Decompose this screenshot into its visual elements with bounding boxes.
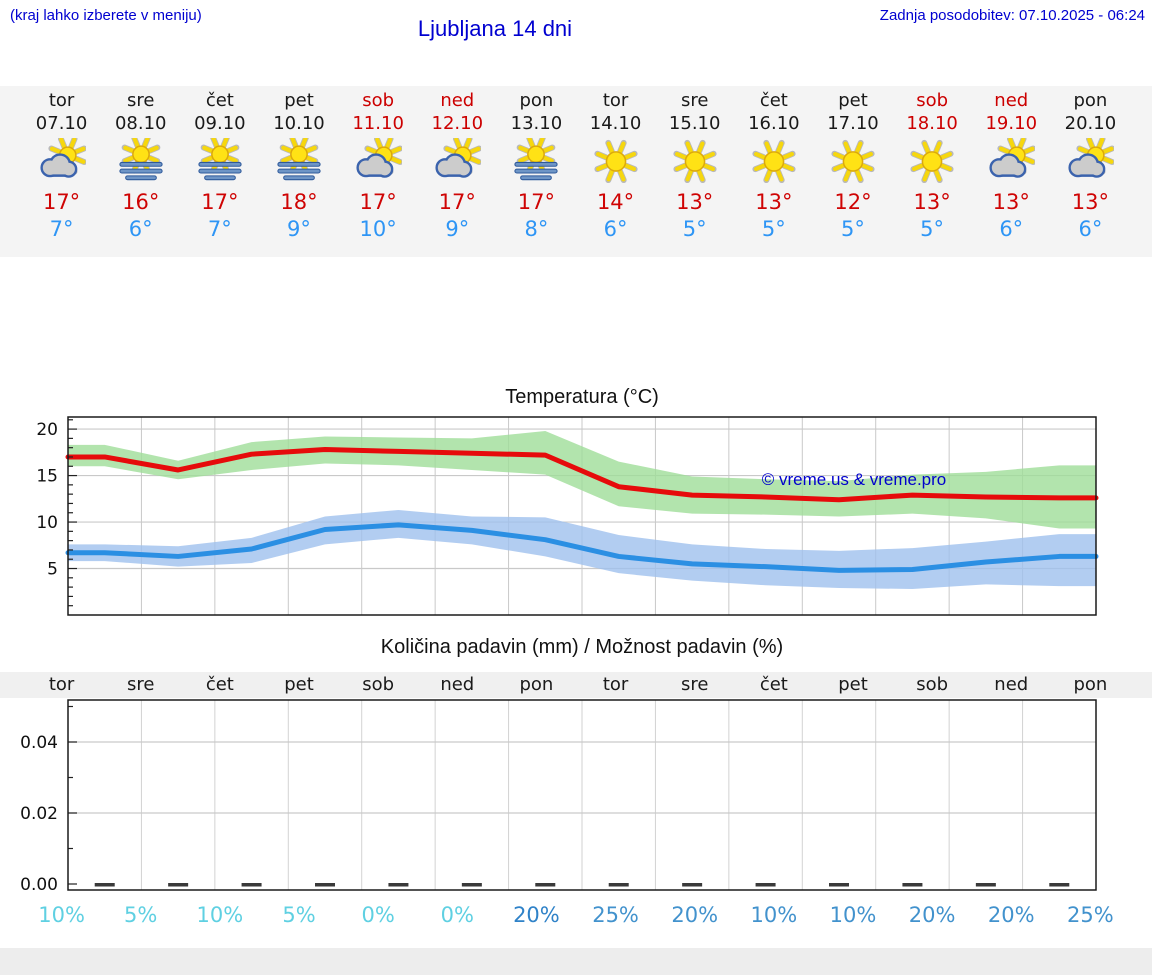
- precip-probability-row: [0, 900, 1152, 932]
- day-name: čet: [759, 90, 788, 111]
- precip-day-label: sre: [680, 674, 709, 695]
- sunny-icon: [829, 138, 877, 184]
- day-name: sob: [916, 90, 949, 111]
- day-date: 13.10: [510, 113, 563, 134]
- precip-probability: 20%: [513, 903, 560, 927]
- low-temperature: 6°: [999, 217, 1024, 241]
- temp-ytick: 10: [36, 513, 58, 534]
- day-date: 10.10: [273, 113, 325, 134]
- low-temperature: 10°: [359, 217, 397, 241]
- fog-icon: [275, 138, 323, 184]
- day-name: tor: [602, 90, 629, 111]
- partly-cloudy-icon: [1066, 138, 1114, 184]
- precipitation-bar: [168, 883, 188, 887]
- precip-probability: 0%: [440, 903, 474, 927]
- day-date: 12.10: [431, 113, 484, 134]
- low-temperature: 6°: [1078, 217, 1103, 241]
- high-temperature: 13°: [913, 190, 951, 214]
- day-column: [813, 86, 892, 257]
- precip-ytick: 0.00: [20, 875, 58, 895]
- fog-icon: [117, 138, 165, 184]
- fog-icon: [512, 138, 560, 184]
- day-date: 16.10: [748, 113, 800, 134]
- precip-day-labels: [0, 672, 1152, 698]
- precipitation-chart-title: Količina padavin (mm) / Možnost padavin (%): [380, 636, 784, 658]
- day-name: pon: [519, 90, 554, 111]
- day-column: [22, 86, 101, 257]
- footer-band: [0, 948, 1152, 975]
- precip-day-label: tor: [602, 674, 629, 695]
- high-temperature: 18°: [280, 190, 318, 214]
- day-column: [497, 86, 576, 257]
- sunny-icon: [671, 138, 719, 184]
- precip-day-label: tor: [48, 674, 75, 695]
- high-temperature: 13°: [755, 190, 793, 214]
- fog-icon: [196, 138, 244, 184]
- precip-probability: 10%: [196, 903, 244, 927]
- temp-ytick: 5: [47, 559, 58, 580]
- precip-day-label: pet: [838, 674, 868, 695]
- precip-probability: 0%: [361, 903, 395, 927]
- day-column: [101, 86, 180, 257]
- high-temperature: 13°: [676, 190, 714, 214]
- precip-probability: 10%: [38, 903, 85, 927]
- temp-ytick: 15: [36, 466, 58, 487]
- day-name: sob: [362, 90, 395, 111]
- sunny-icon: [592, 138, 640, 184]
- day-name: pet: [284, 90, 314, 111]
- day-column: [1051, 86, 1130, 257]
- precipitation-bar: [902, 883, 922, 887]
- precip-probability: 20%: [908, 903, 956, 927]
- low-temperature: 8°: [524, 217, 549, 241]
- day-name: pon: [1073, 90, 1108, 111]
- precip-probability: 10%: [750, 903, 798, 927]
- precipitation-bar: [976, 883, 996, 887]
- day-name: sre: [680, 90, 709, 111]
- precipitation-bar: [242, 883, 262, 887]
- precipitation-bar: [609, 883, 629, 887]
- precip-day-label: pet: [284, 674, 314, 695]
- day-column: [180, 86, 259, 257]
- day-name: tor: [48, 90, 75, 111]
- day-name: čet: [205, 90, 234, 111]
- day-column: [418, 86, 497, 257]
- location-hint: (kraj lahko izberete v meniju): [10, 7, 202, 24]
- day-column: [576, 86, 655, 257]
- low-temperature: 5°: [682, 217, 707, 241]
- precip-probability: 10%: [829, 903, 877, 927]
- day-date: 15.10: [668, 113, 721, 134]
- day-date: 14.10: [589, 113, 642, 134]
- page-title: Ljubljana 14 dni: [417, 16, 573, 41]
- day-name: ned: [440, 90, 475, 111]
- day-name: pet: [838, 90, 868, 111]
- temp-ytick: 20: [36, 420, 58, 441]
- day-date: 18.10: [906, 113, 958, 134]
- temperature-chart-title: Temperatura (°C): [505, 386, 659, 408]
- day-column: [339, 86, 418, 257]
- day-date: 17.10: [827, 113, 879, 134]
- partly-cloudy-icon: [354, 138, 402, 184]
- low-temperature: 9°: [287, 217, 311, 241]
- day-date: 07.10: [35, 113, 88, 134]
- low-temperature: 5°: [841, 217, 865, 241]
- day-name: ned: [994, 90, 1029, 111]
- sunny-icon: [908, 138, 956, 184]
- low-temperature: 7°: [49, 217, 74, 241]
- high-temperature: 17°: [517, 190, 556, 214]
- day-column: [734, 86, 813, 257]
- low-temperature: 9°: [445, 217, 470, 241]
- precip-probability: 5%: [124, 903, 158, 927]
- day-date: 19.10: [985, 113, 1038, 134]
- precipitation-bar: [682, 883, 702, 887]
- day-column: [655, 86, 734, 257]
- precipitation-bar: [462, 883, 482, 887]
- high-temperature: 14°: [596, 190, 635, 214]
- partly-cloudy-icon: [38, 138, 86, 184]
- precip-ytick: 0.04: [20, 733, 58, 753]
- day-column: [972, 86, 1051, 257]
- day-strip: [0, 86, 1152, 257]
- precip-probability: 5%: [282, 903, 316, 927]
- precip-day-label: čet: [205, 674, 234, 695]
- precip-day-label: ned: [440, 674, 475, 695]
- last-updated: Zadnja posodobitev: 07.10.2025 - 06:24: [879, 7, 1145, 24]
- precip-day-label: ned: [994, 674, 1029, 695]
- precip-probability: 20%: [987, 903, 1035, 927]
- precip-day-label: pon: [1073, 674, 1108, 695]
- high-temperature: 17°: [359, 190, 397, 214]
- low-temperature: 6°: [603, 217, 628, 241]
- high-temperature: 13°: [1071, 190, 1110, 214]
- high-temperature: 17°: [201, 190, 239, 214]
- day-date: 09.10: [194, 113, 246, 134]
- precip-probability: 20%: [671, 903, 719, 927]
- precipitation-bar: [388, 883, 408, 887]
- high-temperature: 13°: [992, 190, 1030, 214]
- precipitation-chart: [0, 698, 1152, 898]
- partly-cloudy-icon: [433, 138, 481, 184]
- precip-ytick: 0.02: [20, 804, 58, 824]
- precip-day-label: sob: [362, 674, 395, 695]
- precip-probability: 25%: [1067, 903, 1114, 927]
- low-temperature: 5°: [920, 217, 945, 241]
- watermark: © vreme.us & vreme.pro: [761, 470, 947, 489]
- temperature-chart: [0, 411, 1152, 625]
- day-name: sre: [126, 90, 155, 111]
- day-date: 20.10: [1064, 113, 1117, 134]
- low-temperature: 7°: [207, 217, 232, 241]
- day-column: [893, 86, 972, 257]
- precip-day-label: čet: [759, 674, 788, 695]
- high-temperature: 12°: [834, 190, 872, 214]
- precip-day-label: sre: [126, 674, 155, 695]
- precipitation-bar: [829, 883, 849, 887]
- high-temperature: 17°: [42, 190, 81, 214]
- high-temperature: 16°: [122, 190, 160, 214]
- precip-probability: 25%: [592, 903, 639, 927]
- sunny-icon: [750, 138, 798, 184]
- day-date: 08.10: [114, 113, 167, 134]
- precipitation-bar: [535, 883, 555, 887]
- precip-day-label: sob: [916, 674, 949, 695]
- precipitation-bar: [315, 883, 335, 887]
- high-temperature: 17°: [438, 190, 476, 214]
- low-temperature: 6°: [128, 217, 153, 241]
- day-column: [259, 86, 338, 257]
- low-temperature: 5°: [761, 217, 786, 241]
- partly-cloudy-icon: [987, 138, 1035, 184]
- precipitation-bar: [756, 883, 776, 887]
- precip-day-label: pon: [519, 674, 554, 695]
- precipitation-bar: [1049, 883, 1069, 887]
- day-date: 11.10: [352, 113, 404, 134]
- precipitation-bar: [95, 883, 115, 887]
